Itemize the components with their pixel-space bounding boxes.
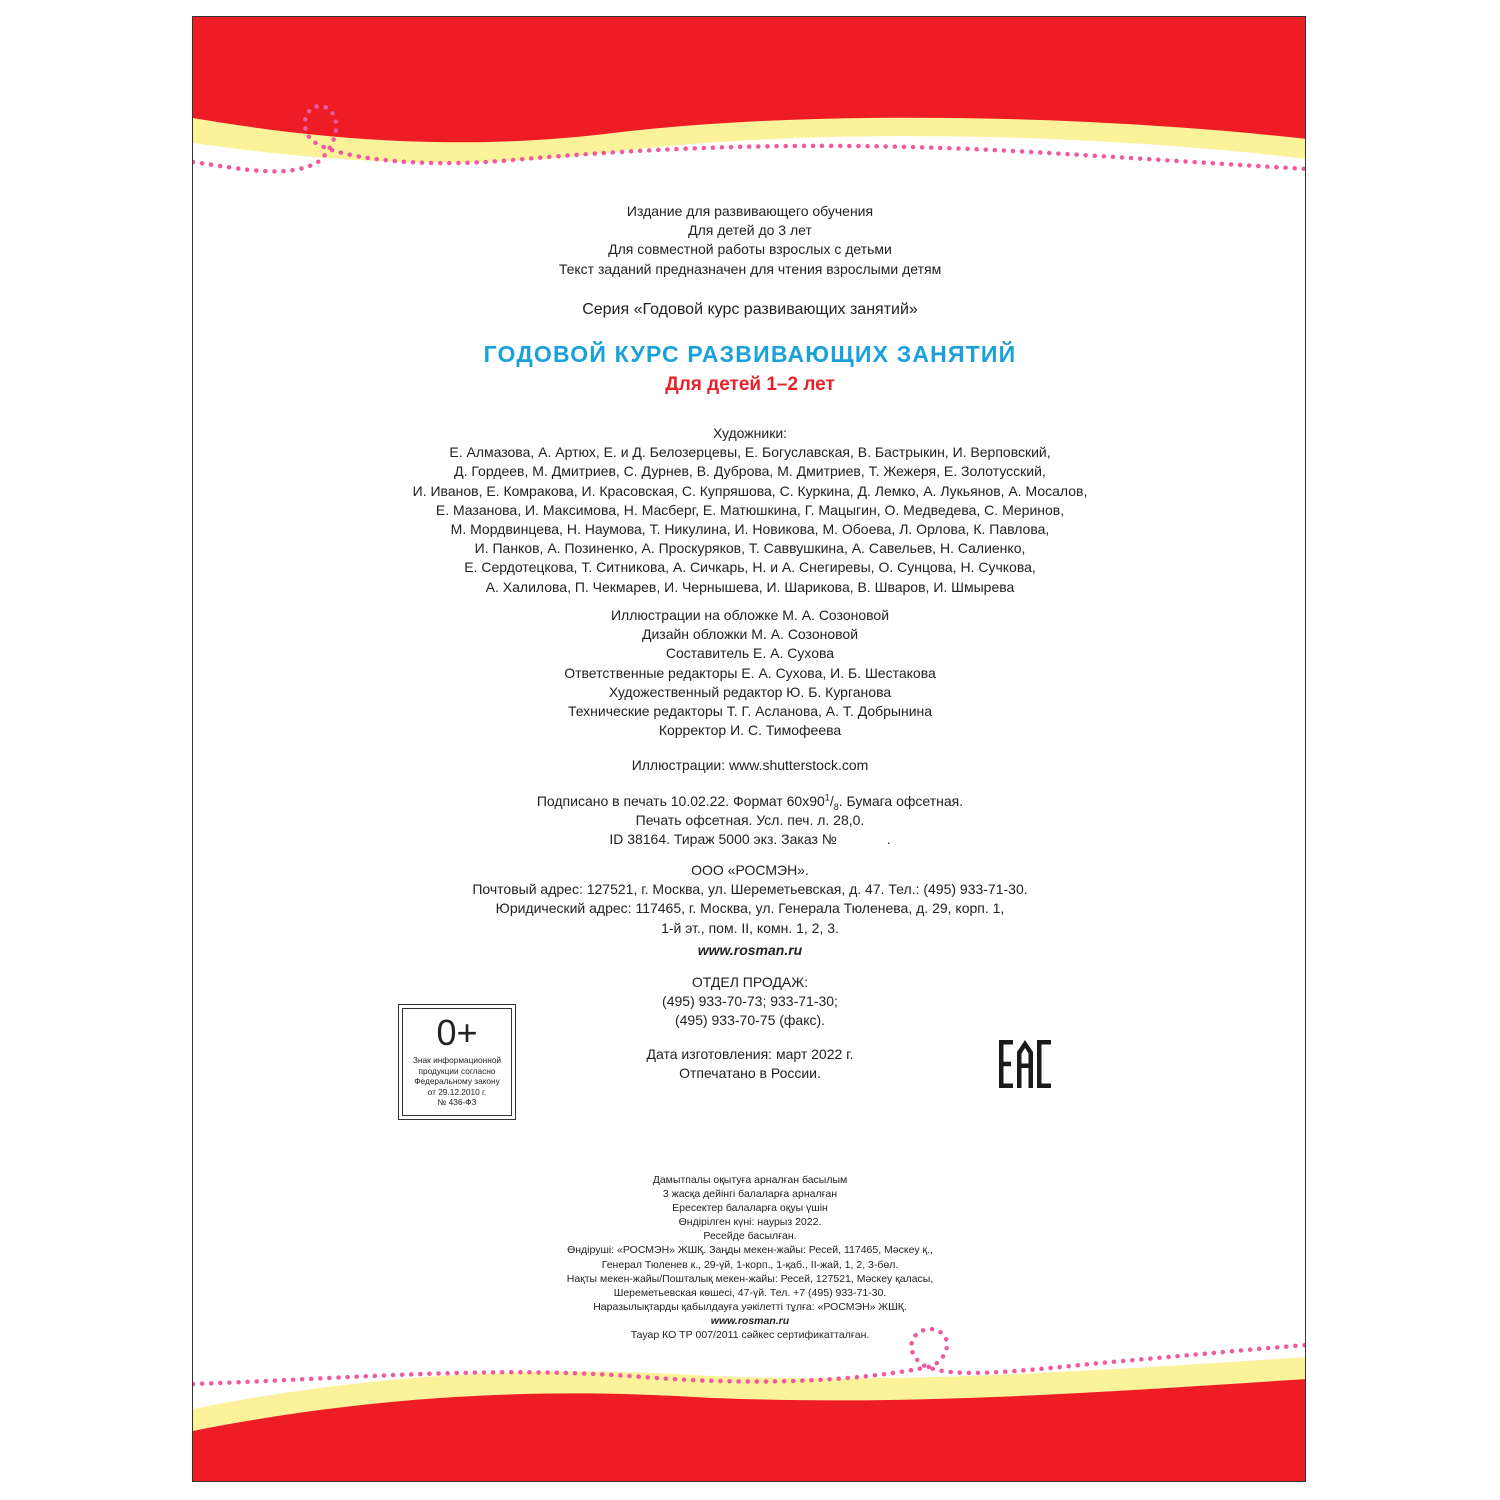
publisher-line: Почтовый адрес: 127521, г. Москва, ул. Шереметьевская, д. 47. Тел.: (495) 933-71-30. — [472, 881, 1028, 898]
age-rating-note-line: продукции согласно — [418, 1065, 496, 1076]
print-details-block — [193, 792, 1306, 850]
kazakh-line: Дамытпалы оқытуға арналған басылым — [652, 1174, 848, 1186]
eac-mark-icon — [999, 1038, 1051, 1090]
kazakh-line: Ресейде басылған. — [703, 1230, 797, 1243]
kazakh-line: Наразылықтарды қабылдауға уәкілетті тұлға: «РОСМЭН» ЖШҚ. — [593, 1300, 907, 1313]
manufacture-block — [193, 1045, 1306, 1083]
kazakh-line: Генерал Тюленев к., 29-үй, 1-корп., 1-қаб., ІІ-жай, 1, 2, 3-бөл. — [601, 1258, 899, 1271]
credits-line: Художественный редактор Ю. Б. Курганова — [608, 683, 892, 700]
age-rating-badge — [398, 1004, 516, 1120]
age-rating-note-line: от 29.12.2010 г. — [427, 1086, 487, 1097]
manufacture-line: Дата изготовления: март 2022 г. — [646, 1046, 854, 1062]
manufacture-line: Отпечатано в России. — [679, 1065, 821, 1082]
print-order-line: ID 38164. Тираж 5000 экз. Заказ № . — [609, 831, 891, 848]
age-rating-note-line: Знак информационной — [412, 1055, 502, 1065]
artists-block — [193, 424, 1306, 597]
artists-line: И. Панков, А. Позиненко, А. Проскуряков, Т. Саввушкина, А. Савельев, Н. Салиенко, — [474, 540, 1026, 557]
format-fraction-denominator: 8 — [833, 801, 839, 812]
intro-line: Для детей до 3 лет — [688, 222, 812, 239]
age-rating-label: 0+ — [436, 1012, 478, 1053]
kazakh-line: 3 жасқа дейінгі балаларға арналған — [662, 1188, 838, 1201]
credits-line: Дизайн обложки М. А. Созоновой — [641, 626, 859, 643]
kazakh-line: Өндіруші: «РОСМЭН» ЖШҚ. Заңды мекен-жайы: Ресей, 117465, Мәскеу қ., — [567, 1244, 933, 1257]
top-decorative-wave — [193, 17, 1306, 192]
sales-block — [193, 973, 1306, 1031]
book-subtitle: Для детей 1–2 лет — [665, 374, 835, 395]
intro-line: Для совместной работы взрослых с детьми — [608, 241, 892, 258]
publisher-line: 1-й эт., пом. II, комн. 1, 2, 3. — [661, 919, 839, 936]
kazakh-info-block — [193, 1173, 1306, 1342]
sales-line: (495) 933-70-73; 933-71-30; — [662, 993, 838, 1010]
credits-line: Составитель Е. А. Сухова — [665, 645, 835, 662]
book-title: ГОДОВОЙ КУРС РАЗВИВАЮЩИХ ЗАНЯТИЙ — [483, 341, 1017, 367]
publisher-line: Юридический адрес: 117465, г. Москва, ул. Генерала Тюленева, д. 29, корп. 1, — [495, 900, 1005, 917]
series-line: Серия «Годовой курс развивающих занятий» — [582, 301, 918, 318]
credits-line: Иллюстрации на обложке М. А. Созоновой — [610, 607, 890, 623]
kazakh-line: Нақты мекен-жайы/Пошталық мекен-жайы: Ресей, 127521, Мәскеу қаласы, — [566, 1272, 934, 1285]
artists-line: И. Иванов, Е. Комракова, И. Красовская, С. Купряшова, С. Куркина, Д. Лемко, А. Лукьянов, А. Мосалов, — [412, 482, 1088, 499]
intro-line: Текст заданий предназначен для чтения взрослыми детям — [558, 260, 942, 277]
artists-label: Художники: — [712, 425, 788, 441]
age-rating-note-line: Федеральному закону — [414, 1076, 500, 1087]
credits-line: Ответственные редакторы Е. А. Сухова, И. Б. Шестакова — [564, 664, 936, 681]
artists-line: А. Халилова, П. Чекмарев, И. Чернышева, И. Шарикова, В. Шваров, И. Шмырева — [485, 578, 1015, 595]
kazakh-line: Шереметьевская көшесі, 47-үй. Тел. +7 (495) 933-71-30. — [613, 1286, 887, 1299]
print-format-line: Подписано в печать 10.02.22. Формат $60x90^1/_8$. Бумага офсетная. — [536, 792, 964, 812]
sales-line: ОТДЕЛ ПРОДАЖ: — [691, 974, 809, 990]
age-rating-note-line: № 436-ФЗ — [437, 1097, 477, 1108]
credits-line: Корректор И. С. Тимофеева — [658, 722, 842, 739]
artists-line: Е. Алмазова, А. Артюх, Е. и Д. Белозерцевы, Е. Богуславская, В. Бастрыкин, И. Верповский, — [449, 444, 1051, 461]
artists-line: М. Мордвинцева, Н. Наумова, Т. Никулина, И. Новикова, М. Обоева, Л. Орлова, К. Павлова, — [450, 521, 1050, 538]
artists-line: Е. Сердотецкова, Т. Ситникова, А. Сичкарь, Н. и А. Снегиревы, О. Сунцова, Н. Сучкова, — [464, 559, 1036, 576]
format-fraction-numerator: 1 — [824, 792, 830, 803]
bottom-decorative-wave — [193, 1321, 1306, 1481]
publisher-block — [193, 861, 1306, 960]
website-link[interactable]: www.rosman.ru — [697, 941, 803, 958]
intro-line: Издание для развивающего обучения — [626, 203, 874, 219]
book-page — [192, 16, 1306, 1482]
artists-line: Д. Гордеев, М. Дмитриев, С. Дурнев, В. Дуброва, М. Дмитриев, Т. Жежеря, Е. Золотусский, — [454, 463, 1046, 480]
credits-block — [193, 606, 1306, 740]
intro-block — [193, 202, 1306, 279]
credits-line: Технические редакторы Т. Г. Асланова, А. Т. Добрынина — [567, 703, 933, 720]
sales-line: (495) 933-70-75 (факс). — [674, 1012, 826, 1029]
kazakh-line: Ересектер балаларға оқуы үшін — [672, 1202, 828, 1215]
artists-line: Е. Мазанова, И. Максимова, Н. Масберг, Е. Матюшкина, Г. Мацыгин, О. Медведева, С. Меринов, — [435, 501, 1065, 518]
publisher-line: ООО «РОСМЭН». — [691, 862, 809, 878]
kazakh-line: Өндірілген күні: наурыз 2022. — [678, 1216, 822, 1229]
illustrations-source: Иллюстрации: www.shutterstock.com — [631, 757, 869, 773]
print-line: Печать офсетная. Усл. печ. л. 28,0. — [635, 812, 865, 829]
kazakh-website-link[interactable]: www.rosman.ru — [710, 1314, 790, 1327]
kazakh-certification: Тауар КО ТР 007/2011 сәйкес сертификатталған. — [630, 1329, 870, 1342]
